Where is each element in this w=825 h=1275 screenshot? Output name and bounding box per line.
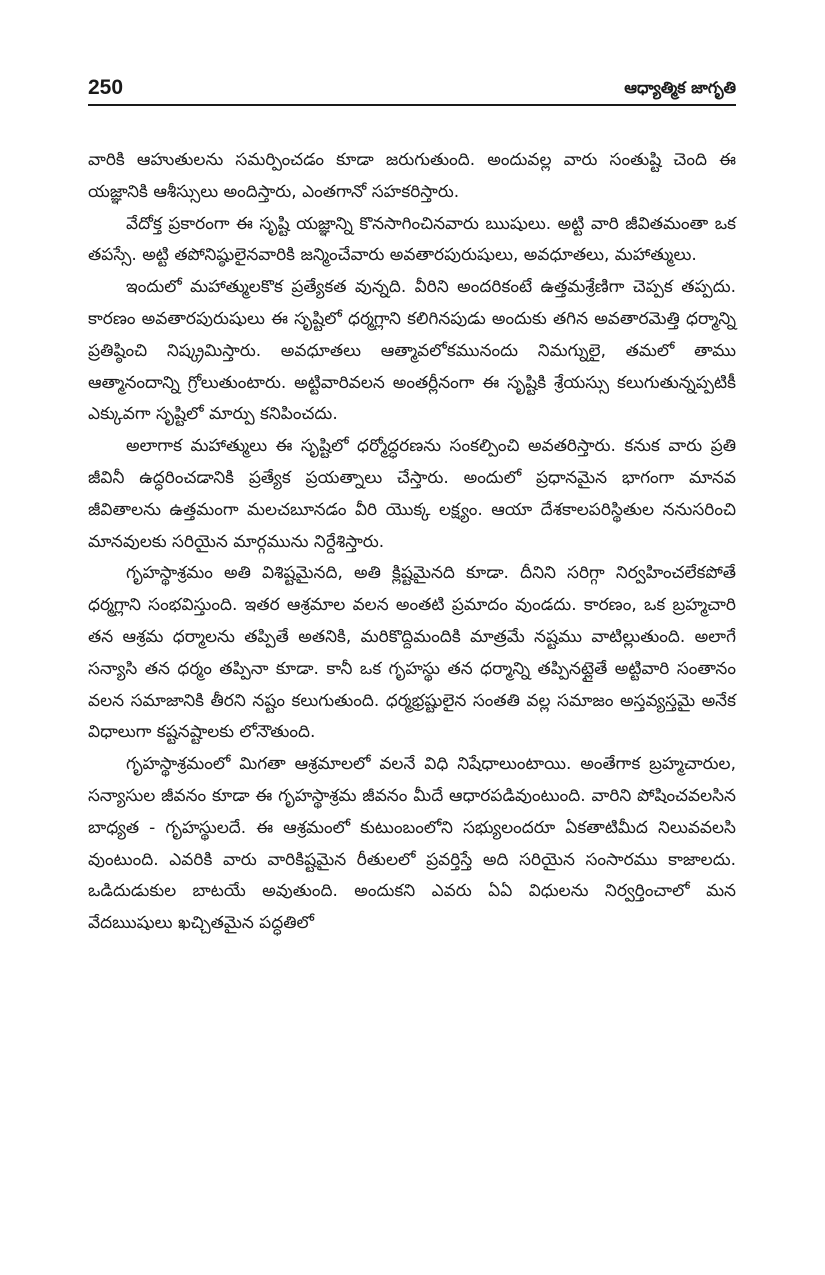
page-header [88,70,736,106]
paragraph-6: గృహస్థాశ్రమంలో మిగతా ఆశ్రమాలలో వలనే విధి నిషేధాలుంటాయి. అంతేగాక బ్రహ్మచారుల, సన్యాసుల జీవనం కూడా ఈ గృహస్థాశ్రమ జీవనం మీదే ఆధారపడివుంటుంది. వారిని పోషించవలసిన బాధ్యత - గృహస్థులదే. ఈ ఆశ్రమంలో కుటుంబంలోని సభ్యులందరూ ఏకతాటిమీద నిలువవలసి వుంటుంది. ఎవరికి వారు వారికిష్టమైన రీతులలో ప్రవర్తిస్తే అది సరియైన సంసారము కాజాలదు. ఒడిదుడుకుల బాటయే అవుతుంది. అందుకని ఎవరు ఏఏ విధులను నిర్వర్తించాలో మన వేదఋషులు ఖచ్చితమైన పద్ధతిలో [88,754,736,934]
paragraph-3: ఇందులో మహాత్ములకొక ప్రత్యేకత వున్నది. వీరిని అందరికంటే ఉత్తమశ్రేణిగా చెప్పక తప్పదు. కారణం అవతారపురుషులు ఈ సృష్టిలో ధర్మగ్లాని కలిగినపుడు అందుకు తగిన అవతారమెత్తి ధర్మాన్ని ప్రతిష్ఠించి నిష్క్రమిస్తారు. అవధూతలు ఆత్మావలోకమునందు నిమగ్నులై, తమలో తాము ఆత్మానందాన్ని గ్రోలుతుంటారు. అట్టివారివలన అంతర్లీనంగా ఈ సృష్టికి శ్రేయస్సు కలుగుతున్నప్పటికీ ఎక్కువగా సృష్టిలో మార్పు కనిపించదు. [88,277,736,425]
paragraph-1: వారికి ఆహుతులను సమర్పించడం కూడా జరుగుతుంది. అందువల్ల వారు సంతుష్టి చెంది ఈ యజ్ఞానికి ఆశీస్సులు అందిస్తారు, ఎంతగానో సహకరిస్తారు. [88,150,736,202]
paragraph-5: గృహస్థాశ్రమం అతి విశిష్టమైనది, అతి క్లిష్టమైనది కూడా. దీనిని సరిగ్గా నిర్వహించలేకపోతే ధర్మగ్లాని సంభవిస్తుంది. ఇతర ఆశ్రమాల వలన అంతటి ప్రమాదం వుండదు. కారణం, ఒక బ్రహ్మచారి తన ఆశ్రమ ధర్మాలను తప్పితే అతనికి, మరికొద్దిమందికి మాత్రమే నష్టము వాటిల్లుతుంది. అలాగే సన్యాసి తన ధర్మం తప్పినా కూడా. కానీ ఒక గృహస్థు తన ధర్మాన్ని తప్పినట్లైతే అట్టివారి సంతానం వలన సమాజానికి తీరని నష్టం కలుగుతుంది. ధర్మభ్రష్టులైన సంతతి వల్ల సమాజం అస్తవ్యస్తమై అనేక విధాలుగా కష్టనష్టాలకు లోనౌతుంది. [88,563,736,743]
page-number: 250 [88,76,124,99]
paragraph-2: వేదోక్త ప్రకారంగా ఈ సృష్టి యజ్ఞాన్ని కొనసాగించినవారు ఋషులు. అట్టి వారి జీవితమంతా ఒక తపస్సే. అట్టి తపోనిష్ఠులైనవారికి జన్మించేవారు అవతారపురుషులు, అవధూతలు, మహాత్ములు. [88,213,736,266]
book-page [88,70,736,934]
paragraph-4: అలాగాక మహాత్ములు ఈ సృష్టిలో ధర్మోద్ధరణను సంకల్పించి అవతరిస్తారు. కనుక వారు ప్రతి జీవినీ ఉద్ధరించడానికి ప్రత్యేక ప్రయత్నాలు చేస్తారు. అందులో ప్రధానమైన భాగంగా మానవ జీవితాలను ఉత్తమంగా మలచబూనడం వీరి యొక్క లక్ష్యం. ఆయా దేశకాలపరిస్థితుల ననుసరించి మానవులకు సరియైన మార్గమును నిర్దేశిస్తారు. [88,436,736,552]
running-title: ఆధ్యాత్మిక జాగృతి [624,78,736,97]
page-body [88,145,736,940]
